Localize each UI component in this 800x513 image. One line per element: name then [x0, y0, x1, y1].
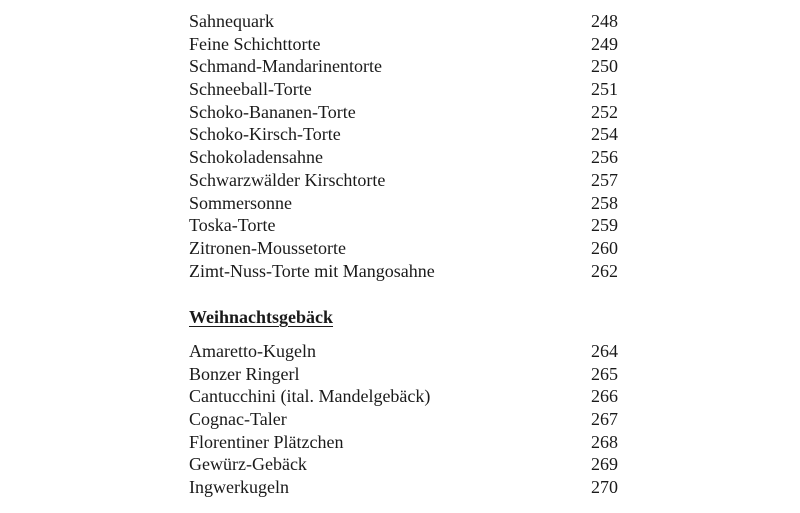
toc-entry	[189, 340, 629, 363]
toc-entry	[189, 237, 629, 260]
toc-entry	[189, 33, 629, 56]
toc-entry	[189, 363, 629, 386]
toc-entry-page-number: 250	[591, 56, 618, 77]
toc-entry	[189, 431, 629, 454]
toc-entry-title: Schmand-Mandarinentorte	[189, 56, 382, 77]
toc-entry-title: Sommersonne	[189, 192, 292, 213]
toc-entry-page-number: 248	[591, 11, 618, 31]
toc-entry	[189, 260, 629, 283]
toc-entry-title: Schokoladensahne	[189, 147, 323, 168]
toc-entry-page-number: 258	[591, 192, 618, 213]
toc-entry	[189, 101, 629, 124]
toc-entry	[189, 453, 629, 476]
toc-entry-page-number: 260	[591, 237, 618, 258]
toc-entry-title: Feine Schichttorte	[189, 33, 321, 54]
toc-entry-title: Schwarzwälder Kirschtorte	[189, 169, 386, 190]
toc-entry-page-number: 249	[591, 33, 618, 54]
toc-entry	[189, 55, 629, 78]
toc-entry-title: Sahnequark	[189, 11, 274, 31]
toc-entry-title: Zitronen-Moussetorte	[189, 237, 346, 258]
toc-entry-page-number: 254	[591, 124, 618, 145]
toc-entry	[189, 78, 629, 101]
toc-entry-title: Toska-Torte	[189, 215, 276, 236]
toc-entry-title: Amaretto-Kugeln	[189, 341, 316, 361]
toc-entry-page-number: 262	[591, 260, 618, 281]
toc-entry-title: Schoko-Bananen-Torte	[189, 101, 356, 122]
toc-entry-title: Schoko-Kirsch-Torte	[189, 124, 341, 145]
toc-entry	[189, 146, 629, 169]
toc-entry-title: Ingwerkugeln	[189, 477, 289, 498]
toc-entry	[189, 476, 629, 499]
toc-entry	[189, 385, 629, 408]
toc-entry-title: Bonzer Ringerl	[189, 363, 300, 384]
section-heading-weihnachtsgebaeck: Weihnachtsgebäck	[189, 307, 334, 327]
toc-entry-title: Cognac-Taler	[189, 409, 287, 430]
toc-entry-page-number: 252	[591, 101, 618, 122]
toc-entry-title: Cantucchini (ital. Mandelgebäck)	[189, 386, 431, 407]
toc-entry	[189, 192, 629, 215]
toc-entry-page-number: 256	[591, 147, 618, 168]
toc-entry-page-number: 268	[591, 431, 618, 452]
toc-entry-title: Schneeball-Torte	[189, 79, 312, 100]
toc-entry-page-number: 269	[591, 454, 618, 475]
toc-entry	[189, 214, 629, 237]
toc-entry-title: Florentiner Plätzchen	[189, 431, 344, 452]
toc-entry-title: Zimt-Nuss-Torte mit Mangosahne	[189, 260, 435, 281]
toc-entry	[189, 123, 629, 146]
toc-entry-page-number: 264	[591, 341, 618, 361]
toc-entry-page-number: 267	[591, 409, 618, 430]
toc-list-torten	[189, 10, 629, 282]
toc-entry-page-number: 270	[591, 477, 618, 498]
toc-entry-page-number: 257	[591, 169, 618, 190]
toc-list-weihnachtsgebaeck	[189, 340, 629, 499]
toc-entry-title: Gewürz-Gebäck	[189, 454, 307, 475]
toc-entry	[189, 10, 629, 33]
toc-entry-page-number: 259	[591, 215, 618, 236]
toc-entry	[189, 169, 629, 192]
toc-entry-page-number: 251	[591, 79, 618, 100]
toc-entry-page-number: 265	[591, 363, 618, 384]
toc-entry-page-number: 266	[591, 386, 618, 407]
toc-entry	[189, 408, 629, 431]
